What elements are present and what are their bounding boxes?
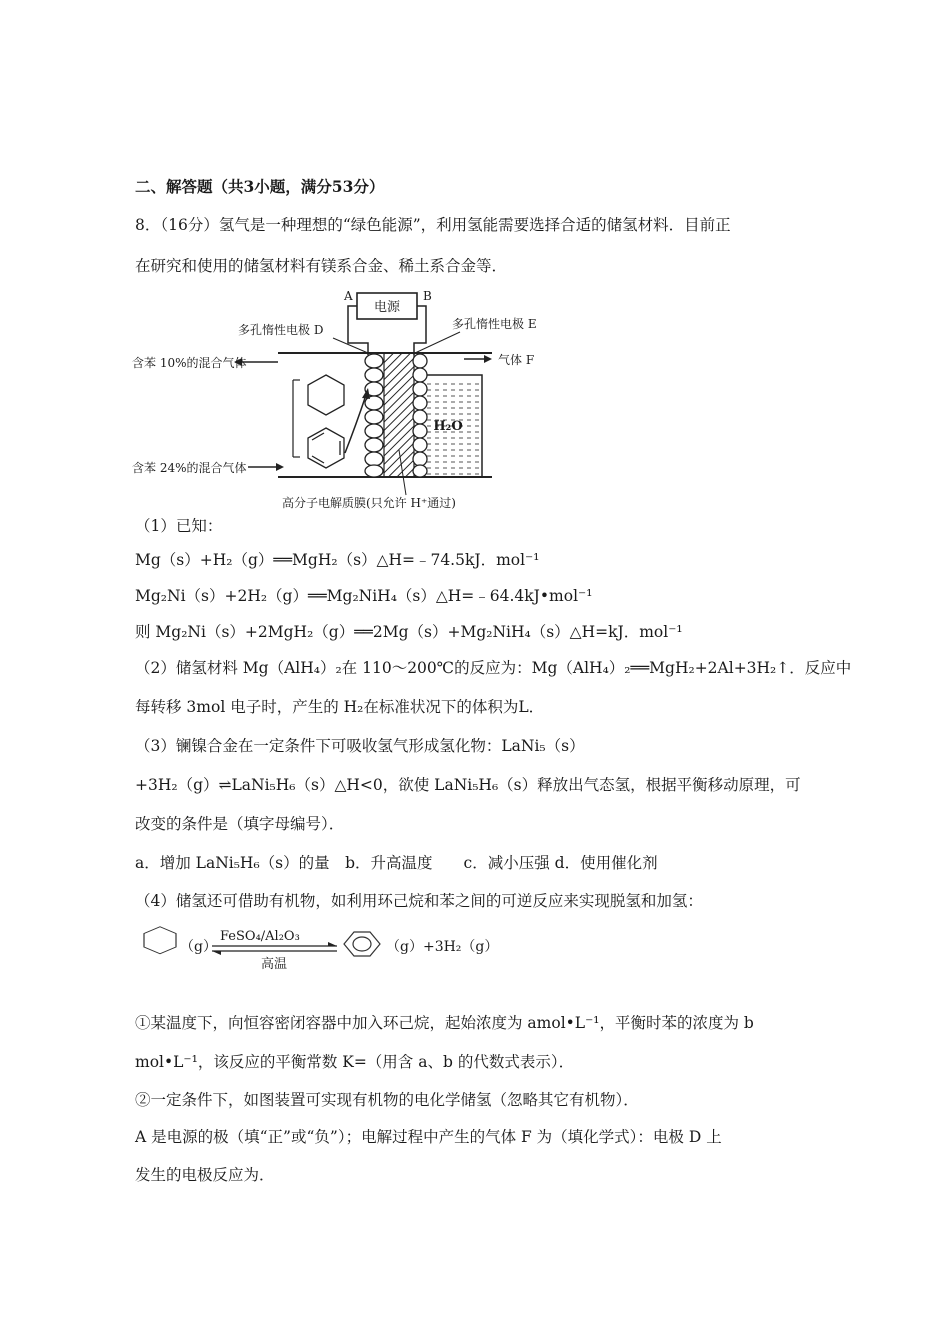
terminal-b-label: B (423, 289, 432, 303)
outlet-gas-left: 含苯 10%的混合气体 (132, 356, 247, 370)
p3-line-1: （3）镧镍合金在一定条件下可吸收氢气形成氢化物：LaNi₅（s） (135, 737, 585, 755)
p1-equation-2: Mg₂Ni（s）+2H₂（g）══Mg₂NiH₄（s）△H=﹣64.4kJ•mol⁻¹ (135, 587, 593, 605)
electrolysis-diagram (130, 285, 570, 525)
cyclohexane-icon (308, 375, 344, 415)
outlet-gas-right: 气体 F (498, 353, 535, 367)
p2-line-1: （2）储氢材料 Mg（AlH₄）₂在 110～200℃的反应为：Mg（AlH₄）₂══MgH₂+2Al+3H₂↑．反应中 (135, 659, 852, 677)
q8-line2: 在研究和使用的储氢材料有镁系合金、稀土系合金等． (135, 257, 508, 275)
electrode-d (365, 354, 383, 477)
p4-sub1-line-2: mol•L⁻¹，该反应的平衡常数 K=（用含 a、b 的代数式表示）． (135, 1053, 575, 1071)
p1-equation-3: 则 Mg₂Ni（s）+2MgH₂（g）══2Mg（s）+Mg₂NiH₄（s）△H=kJ．mol⁻¹ (135, 623, 683, 641)
power-source-label: 电源 (373, 300, 401, 315)
reaction-left-state: （g） (180, 939, 217, 955)
p1-title: （1）已知： (135, 517, 223, 535)
section-title: 二、解答题（共3小题，满分53分） (135, 177, 385, 196)
arrow-to-electrode (345, 395, 366, 453)
cyclohexane-icon (144, 927, 176, 954)
cyclohexane-benzene-reaction (132, 918, 652, 978)
p4-sub1-line-1: ①某温度下，向恒容密闭容器中加入环己烷，起始浓度为 amol•L⁻¹，平衡时苯的浓度为 b (135, 1014, 754, 1032)
p1-equation-1: Mg（s）+H₂（g）══MgH₂（s）△H=﹣74.5kJ．mol⁻¹ (135, 551, 540, 569)
benzene-icon (344, 932, 380, 956)
p2-line-2: 每转移 3mol 电子时，产生的 H₂在标准状况下的体积为L． (135, 698, 545, 716)
p3-options: a．增加 LaNi₅H₆（s）的量 b．升高温度 c．减小压强 d．使用催化剂 (135, 854, 658, 872)
reaction-right-state: （g）+3H₂（g） (386, 939, 499, 955)
water-label: H₂O (433, 419, 463, 434)
membrane-label: 高分子电解质膜(只允许 H⁺通过) (282, 496, 456, 510)
p4-sub2-line-2: A 是电源的极（填“正”或“负”）；电解过程中产生的气体 F 为（填化学式）：电极 D 上 (135, 1128, 722, 1146)
p3-line-3: 改变的条件是（填字母编号）． (135, 815, 345, 833)
q8-line1: 8．（16分）氢气是一种理想的“绿色能源”，利用氢能需要选择合适的储氢材料．目前正 (135, 216, 731, 234)
electrode-d-label: 多孔惰性电极 D (238, 323, 324, 337)
p3-line-2: +3H₂（g）⇌LaNi₅H₆（s）△H<0，欲使 LaNi₅H₆（s）释放出气态氢，根据平衡移动原理，可 (135, 776, 801, 794)
inlet-gas-left: 含苯 24%的混合气体 (132, 461, 247, 475)
terminal-a-label: A (344, 289, 353, 303)
reaction-condition: 高温 (260, 957, 288, 972)
p4-sub2-line-3: 发生的电极反应为． (135, 1166, 275, 1184)
p4-line-1: （4）储氢还可借助有机物，如利用环己烷和苯之间的可逆反应来实现脱氢和加氢： (135, 892, 703, 910)
reaction-catalyst: FeSO₄/Al₂O₃ (220, 929, 300, 944)
membrane (384, 353, 414, 477)
electrode-e-label: 多孔惰性电极 E (452, 317, 537, 331)
benzene-icon (308, 428, 344, 468)
electrode-e (413, 354, 427, 477)
p4-sub2-line-1: ②一定条件下，如图装置可实现有机物的电化学储氢（忽略其它有机物）． (135, 1091, 639, 1109)
